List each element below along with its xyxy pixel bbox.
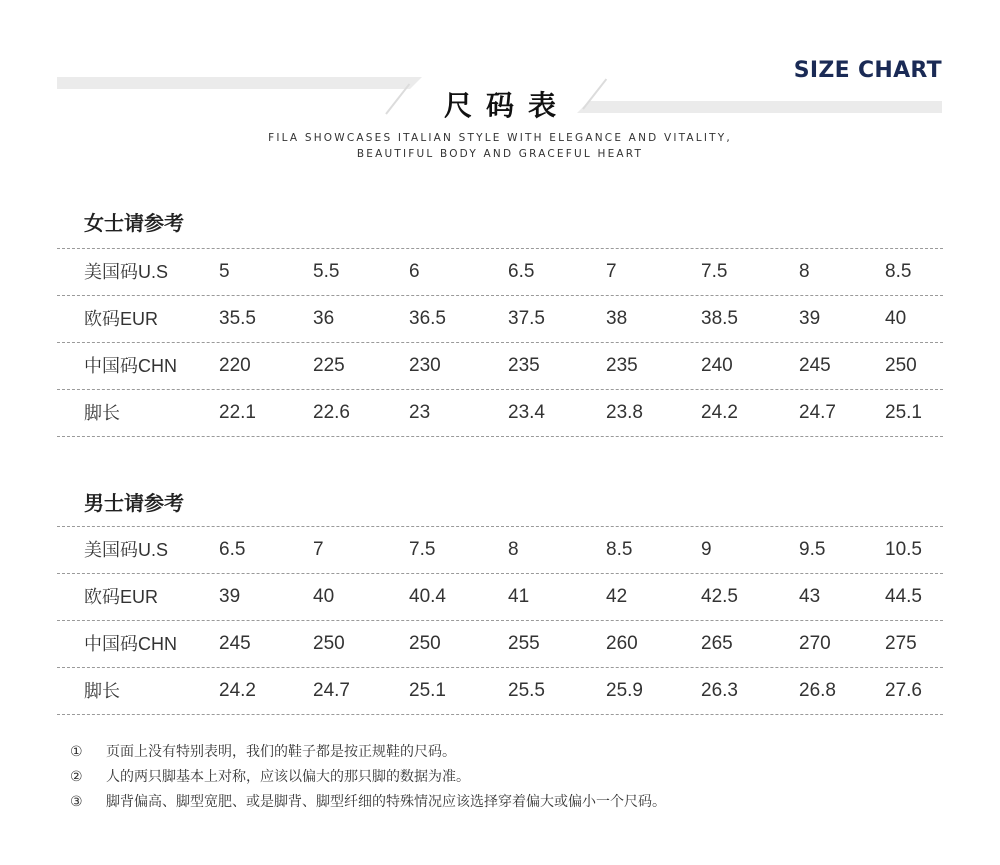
note-marker: ②	[70, 769, 83, 785]
table-cell: 260	[606, 633, 638, 654]
subtitle-line-2: BEAUTIFUL BODY AND GRACEFUL HEART	[356, 148, 644, 160]
table-cell: 270	[799, 633, 831, 654]
table-cell: 24.2	[701, 402, 738, 423]
table-cell: 24.7	[799, 402, 836, 423]
table-cell: 245	[219, 633, 251, 654]
table-cell: 8.5	[606, 539, 633, 560]
table-cell: 6	[409, 261, 420, 282]
note-marker: ①	[70, 744, 83, 760]
table-cell: 265	[701, 633, 733, 654]
brand-label: SIZE CHART	[793, 58, 942, 83]
table-cell: 41	[508, 586, 530, 607]
table-cell: 36.5	[409, 308, 446, 329]
table-cell: 7	[313, 539, 324, 560]
table-row	[57, 390, 943, 437]
table-cell: 23.4	[508, 402, 545, 423]
table-cell: 220	[219, 355, 251, 376]
table-cell: 7.5	[409, 539, 436, 560]
table-cell: 22.1	[219, 402, 256, 423]
table-cell: 250	[409, 633, 441, 654]
row-label: 脚长	[84, 403, 120, 423]
table-cell: 230	[409, 355, 441, 376]
table-cell: 8	[508, 539, 519, 560]
table-cell: 6.5	[219, 539, 246, 560]
note-text: 人的两只脚基本上对称，应该以偏大的那只脚的数据为准。	[106, 769, 470, 785]
table-row	[57, 249, 943, 296]
table-row	[57, 621, 943, 668]
table-cell: 36	[313, 308, 335, 329]
table-cell: 40	[885, 308, 907, 329]
table-cell: 9	[701, 539, 712, 560]
row-label: 脚长	[84, 681, 120, 701]
table-cell: 37.5	[508, 308, 545, 329]
table-cell: 40.4	[409, 586, 446, 607]
table-cell: 5.5	[313, 261, 340, 282]
table-cell: 7.5	[701, 261, 728, 282]
table-cell: 25.1	[885, 402, 922, 423]
table-cell: 235	[508, 355, 540, 376]
note-item	[70, 765, 666, 790]
table-cell: 240	[701, 355, 733, 376]
table-cell: 255	[508, 633, 540, 654]
table-cell: 250	[885, 355, 917, 376]
table-cell: 25.9	[606, 680, 643, 701]
note-text: 页面上没有特别表明，我们的鞋子都是按正规鞋的尺码。	[106, 744, 456, 760]
table-row	[57, 668, 943, 715]
table-cell: 24.2	[219, 680, 256, 701]
row-label: 中国码CHN	[84, 356, 177, 376]
table-cell: 10.5	[885, 539, 922, 560]
table-cell: 38.5	[701, 308, 738, 329]
table-cell: 42	[606, 586, 628, 607]
table-cell: 7	[606, 261, 617, 282]
note-text: 脚背偏高、脚型宽肥、或是脚背、脚型纤细的特殊情况应该选择穿着偏大或偏小一个尺码。	[106, 794, 666, 810]
table-cell: 235	[606, 355, 638, 376]
table-cell: 25.1	[409, 680, 446, 701]
table-row	[57, 527, 943, 574]
table-cell: 8	[799, 261, 810, 282]
table-cell: 6.5	[508, 261, 535, 282]
table-cell: 22.6	[313, 402, 350, 423]
size-notes	[70, 740, 666, 815]
table-cell: 40	[313, 586, 335, 607]
table-cell: 23.8	[606, 402, 643, 423]
table-cell: 43	[799, 586, 821, 607]
row-label: 美国码U.S	[84, 262, 169, 282]
table-cell: 26.8	[799, 680, 836, 701]
subtitle-line-1: FILA SHOWCASES ITALIAN STYLE WITH ELEGANCE AND VITALITY,	[268, 132, 732, 144]
table-cell: 25.5	[508, 680, 545, 701]
table-cell: 245	[799, 355, 831, 376]
table-row	[57, 574, 943, 621]
note-item	[70, 740, 666, 765]
table-cell: 8.5	[885, 261, 912, 282]
table-cell: 24.7	[313, 680, 350, 701]
table-cell: 5	[219, 261, 230, 282]
men-size-table	[57, 526, 943, 715]
row-label: 欧码EUR	[84, 587, 159, 607]
table-cell: 44.5	[885, 586, 922, 607]
women-size-table	[57, 248, 943, 437]
table-cell: 9.5	[799, 539, 826, 560]
table-cell: 250	[313, 633, 345, 654]
table-cell: 39	[219, 586, 241, 607]
note-item	[70, 790, 666, 815]
table-row	[57, 343, 943, 390]
row-label: 欧码EUR	[84, 309, 159, 329]
row-label: 美国码U.S	[84, 540, 169, 560]
page-title: 尺码表	[443, 89, 570, 122]
table-cell: 39	[799, 308, 821, 329]
table-cell: 35.5	[219, 308, 256, 329]
table-cell: 23	[409, 402, 431, 423]
table-cell: 38	[606, 308, 628, 329]
table-cell: 26.3	[701, 680, 738, 701]
note-marker: ③	[70, 794, 83, 810]
table-cell: 275	[885, 633, 917, 654]
women-section-title: 女士请参考	[84, 211, 184, 235]
table-cell: 225	[313, 355, 345, 376]
row-label: 中国码CHN	[84, 634, 177, 654]
table-row	[57, 296, 943, 343]
men-section-title: 男士请参考	[84, 491, 184, 515]
table-cell: 27.6	[885, 680, 922, 701]
table-cell: 42.5	[701, 586, 738, 607]
